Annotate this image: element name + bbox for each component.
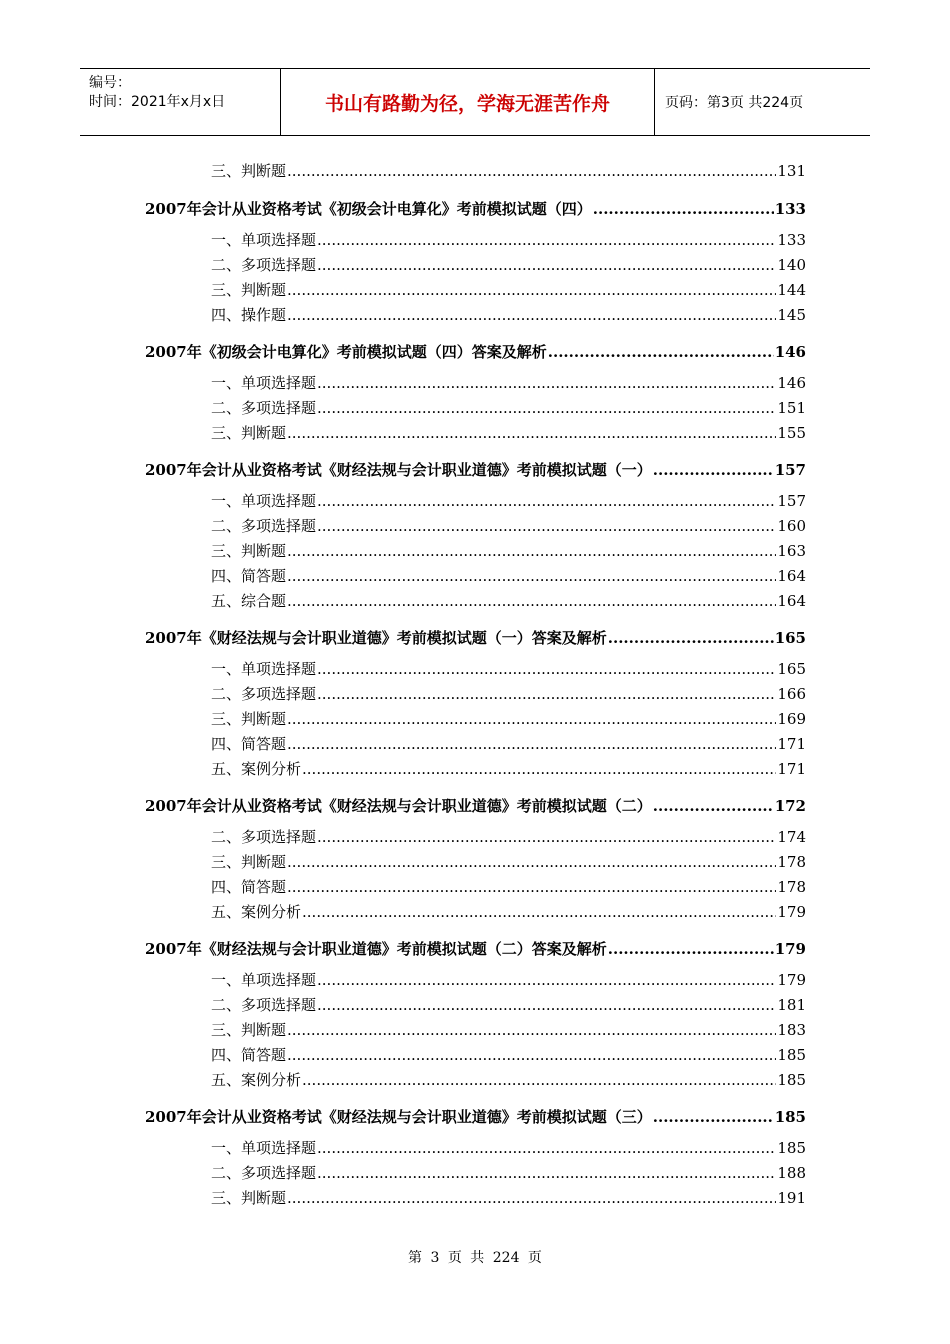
toc-entry-page-number: 164 [777, 592, 806, 610]
page-header [80, 68, 870, 136]
toc-dot-leader [653, 797, 774, 815]
toc-dot-leader [317, 1139, 776, 1157]
toc-subsection-entry[interactable] [211, 1137, 806, 1158]
toc-entry-title: 三、判断题 [211, 710, 287, 728]
toc-dot-leader [317, 256, 776, 274]
toc-entry-page-number: 179 [774, 940, 806, 958]
toc-subsection-entry[interactable] [211, 994, 806, 1015]
toc-subsection-entry[interactable] [211, 969, 806, 990]
toc-subsection-entry[interactable] [211, 1187, 806, 1208]
toc-dot-leader [317, 231, 776, 249]
toc-subsection-entry[interactable] [211, 254, 806, 275]
toc-entry-title: 一、单项选择题 [211, 374, 317, 392]
toc-entry-title: 四、操作题 [211, 306, 287, 324]
toc-entry-title: 二、多项选择题 [211, 685, 317, 703]
toc-subsection-entry[interactable] [211, 372, 806, 393]
toc-dot-leader [287, 1189, 776, 1207]
toc-entry-page-number: 166 [777, 685, 806, 703]
toc-subsection-entry[interactable] [211, 540, 806, 561]
toc-entry-page-number: 157 [774, 461, 806, 479]
toc-entry-title: 五、案例分析 [211, 903, 302, 921]
toc-entry-page-number: 133 [774, 200, 806, 218]
toc-entry-title: 二、多项选择题 [211, 256, 317, 274]
toc-entry-title: 一、单项选择题 [211, 971, 317, 989]
toc-dot-leader [317, 1164, 776, 1182]
toc-entry-title: 一、单项选择题 [211, 660, 317, 678]
toc-subsection-entry[interactable] [211, 876, 806, 897]
toc-entry-page-number: 188 [777, 1164, 806, 1182]
toc-entry-page-number: 183 [777, 1021, 806, 1039]
toc-dot-leader [317, 660, 776, 678]
toc-entry-page-number: 181 [777, 996, 806, 1014]
toc-entry-title: 2007年会计从业资格考试《财经法规与会计职业道德》考前模拟试题（二） [145, 797, 652, 815]
toc-dot-leader [287, 735, 776, 753]
toc-subsection-entry[interactable] [211, 1044, 806, 1065]
toc-subsection-entry[interactable] [211, 565, 806, 586]
toc-entry-title: 2007年《财经法规与会计职业道德》考前模拟试题（二）答案及解析 [145, 940, 607, 958]
toc-dot-leader [287, 542, 776, 560]
toc-entry-page-number: 145 [777, 306, 806, 324]
toc-entry-title: 2007年会计从业资格考试《财经法规与会计职业道德》考前模拟试题（三） [145, 1108, 652, 1126]
toc-subsection-entry[interactable] [211, 490, 806, 511]
toc-entry-page-number: 163 [777, 542, 806, 560]
toc-dot-leader [317, 492, 776, 510]
page-footer: 第 3 页 共 224 页 [408, 1250, 542, 1266]
toc-dot-leader [287, 424, 776, 442]
toc-entry-title: 二、多项选择题 [211, 399, 317, 417]
toc-dot-leader [287, 162, 776, 180]
toc-entry-page-number: 155 [777, 424, 806, 442]
toc-dot-leader [548, 343, 774, 361]
toc-entry-page-number: 165 [774, 629, 806, 647]
toc-entry-page-number: 171 [777, 735, 806, 753]
toc-subsection-entry[interactable] [211, 733, 806, 754]
toc-section-entry[interactable] [145, 198, 806, 219]
number-label: 编号： [89, 75, 131, 91]
toc-entry-page-number: 140 [777, 256, 806, 274]
toc-entry-title: 四、简答题 [211, 1046, 287, 1064]
toc-entry-page-number: 165 [777, 660, 806, 678]
toc-entry-page-number: 185 [774, 1108, 806, 1126]
toc-dot-leader [317, 828, 776, 846]
toc-dot-leader [287, 306, 776, 324]
toc-dot-leader [287, 281, 776, 299]
toc-entry-page-number: 160 [777, 517, 806, 535]
toc-section-entry[interactable] [145, 795, 806, 816]
toc-subsection-entry[interactable] [211, 851, 806, 872]
toc-subsection-entry[interactable] [211, 279, 806, 300]
header-meta-cell [80, 69, 281, 135]
toc-entry-title: 二、多项选择题 [211, 1164, 317, 1182]
toc-entry-page-number: 185 [777, 1046, 806, 1064]
toc-entry-title: 2007年《初级会计电算化》考前模拟试题（四）答案及解析 [145, 343, 547, 361]
toc-entry-title: 一、单项选择题 [211, 231, 317, 249]
toc-entry-title: 三、判断题 [211, 853, 287, 871]
toc-subsection-entry[interactable] [211, 683, 806, 704]
toc-dot-leader [287, 592, 776, 610]
toc-subsection-entry[interactable] [211, 901, 806, 922]
toc-dot-leader [317, 374, 776, 392]
time-label: 时间：2021年x月x日 [89, 94, 226, 110]
toc-entry-title: 三、判断题 [211, 424, 287, 442]
toc-entry-page-number: 191 [777, 1189, 806, 1207]
toc-entry-title: 2007年会计从业资格考试《财经法规与会计职业道德》考前模拟试题（一） [145, 461, 652, 479]
toc-entry-title: 三、判断题 [211, 281, 287, 299]
toc-entry-page-number: 178 [777, 853, 806, 871]
toc-entry-title: 五、综合题 [211, 592, 287, 610]
toc-dot-leader [608, 940, 774, 958]
toc-entry-page-number: 179 [777, 971, 806, 989]
toc-entry-page-number: 146 [777, 374, 806, 392]
header-page-info: 页码：第3页 共224页 [665, 95, 804, 111]
toc-subsection-entry[interactable] [211, 1162, 806, 1183]
toc-entry-page-number: 151 [777, 399, 806, 417]
toc-entry-title: 三、判断题 [211, 162, 287, 180]
toc-entry-title: 一、单项选择题 [211, 492, 317, 510]
toc-subsection-entry[interactable] [211, 160, 806, 181]
toc-dot-leader [317, 685, 776, 703]
toc-subsection-entry[interactable] [211, 397, 806, 418]
toc-entry-page-number: 169 [777, 710, 806, 728]
toc-dot-leader [317, 996, 776, 1014]
toc-entry-title: 三、判断题 [211, 1189, 287, 1207]
toc-subsection-entry[interactable] [211, 1019, 806, 1040]
toc-subsection-entry[interactable] [211, 826, 806, 847]
toc-entry-page-number: 146 [774, 343, 806, 361]
toc-entry-page-number: 157 [777, 492, 806, 510]
toc-section-entry[interactable] [145, 341, 806, 362]
toc-dot-leader [302, 1071, 776, 1089]
toc-dot-leader [287, 878, 776, 896]
toc-entry-title: 一、单项选择题 [211, 1139, 317, 1157]
toc-dot-leader [287, 567, 776, 585]
toc-entry-page-number: 185 [777, 1139, 806, 1157]
toc-dot-leader [302, 903, 776, 921]
toc-dot-leader [317, 517, 776, 535]
toc-subsection-entry[interactable] [211, 515, 806, 536]
toc-section-entry[interactable] [145, 1106, 806, 1127]
toc-dot-leader [608, 629, 774, 647]
toc-section-entry[interactable] [145, 627, 806, 648]
toc-subsection-entry[interactable] [211, 1069, 806, 1090]
toc-dot-leader [317, 399, 776, 417]
toc-section-entry[interactable] [145, 938, 806, 959]
toc-entry-title: 二、多项选择题 [211, 996, 317, 1014]
toc-entry-title: 三、判断题 [211, 1021, 287, 1039]
toc-entry-title: 五、案例分析 [211, 760, 302, 778]
toc-entry-page-number: 164 [777, 567, 806, 585]
toc-entry-title: 2007年《财经法规与会计职业道德》考前模拟试题（一）答案及解析 [145, 629, 607, 647]
toc-dot-leader [302, 760, 776, 778]
toc-entry-page-number: 171 [777, 760, 806, 778]
toc-dot-leader [287, 853, 776, 871]
toc-entry-page-number: 178 [777, 878, 806, 896]
toc-entry-title: 五、案例分析 [211, 1071, 302, 1089]
toc-entry-page-number: 144 [777, 281, 806, 299]
toc-section-entry[interactable] [145, 459, 806, 480]
toc-entry-page-number: 131 [777, 162, 806, 180]
toc-dot-leader [653, 1108, 774, 1126]
toc-dot-leader [287, 1046, 776, 1064]
toc-entry-page-number: 179 [777, 903, 806, 921]
toc-entry-page-number: 172 [774, 797, 806, 815]
toc-subsection-entry[interactable] [211, 590, 806, 611]
toc-entry-title: 四、简答题 [211, 567, 287, 585]
toc-subsection-entry[interactable] [211, 229, 806, 250]
toc-entry-page-number: 174 [777, 828, 806, 846]
toc-dot-leader [287, 1021, 776, 1039]
toc-dot-leader [653, 461, 774, 479]
toc-entry-title: 二、多项选择题 [211, 517, 317, 535]
toc-subsection-entry[interactable] [211, 304, 806, 325]
header-motto: 书山有路勤为径，学海无涯苦作舟 [281, 69, 655, 135]
toc-entry-title: 四、简答题 [211, 735, 287, 753]
toc-dot-leader [317, 971, 776, 989]
toc-subsection-entry[interactable] [211, 758, 806, 779]
toc-entry-title: 二、多项选择题 [211, 828, 317, 846]
toc-subsection-entry[interactable] [211, 708, 806, 729]
toc-entry-page-number: 185 [777, 1071, 806, 1089]
toc-entry-title: 四、简答题 [211, 878, 287, 896]
toc-subsection-entry[interactable] [211, 658, 806, 679]
toc-dot-leader [287, 710, 776, 728]
toc-entry-page-number: 133 [777, 231, 806, 249]
toc-entry-title: 三、判断题 [211, 542, 287, 560]
toc-dot-leader [593, 200, 774, 218]
toc-entry-title: 2007年会计从业资格考试《初级会计电算化》考前模拟试题（四） [145, 200, 592, 218]
toc-subsection-entry[interactable] [211, 422, 806, 443]
